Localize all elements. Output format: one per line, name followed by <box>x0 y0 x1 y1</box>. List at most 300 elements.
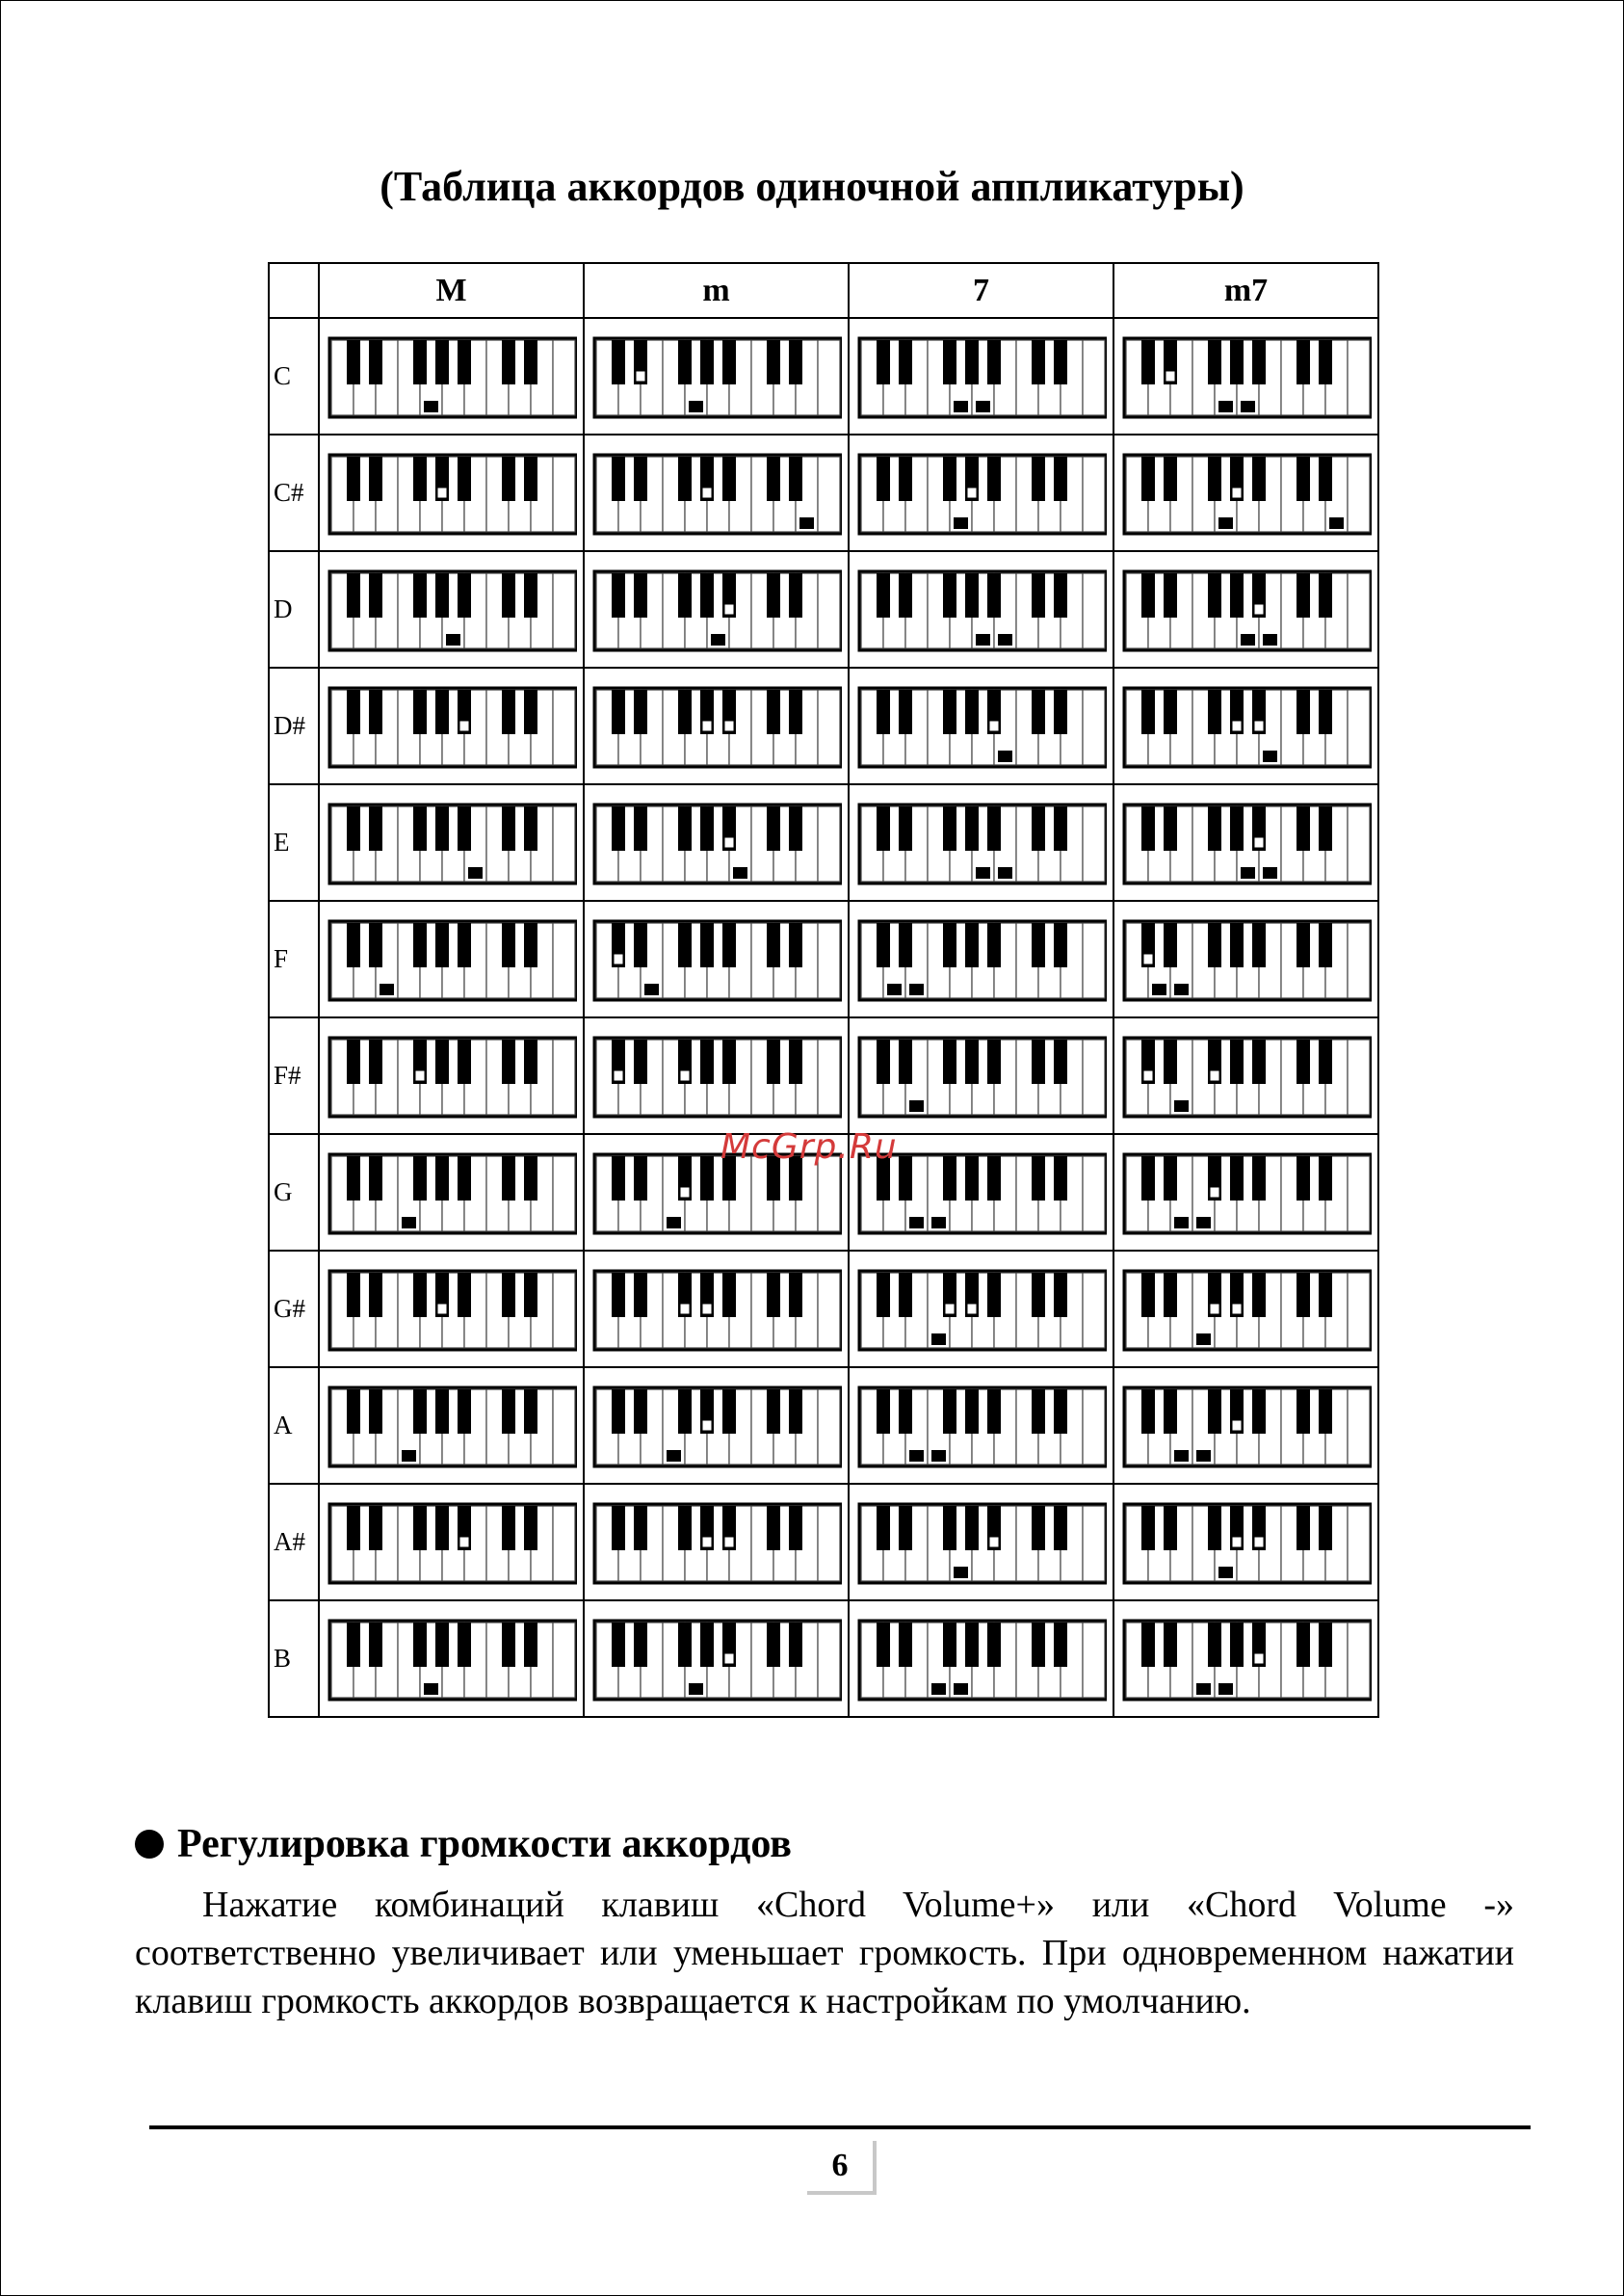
keyboard-diagram <box>856 566 1107 654</box>
black-key <box>634 1273 647 1317</box>
pressed-white-marker <box>1196 1333 1211 1345</box>
pressed-black-marker <box>1254 604 1264 615</box>
black-key <box>634 1156 647 1201</box>
row-label: A# <box>269 1484 319 1600</box>
white-key <box>818 1156 840 1231</box>
black-key <box>722 1389 736 1434</box>
black-key <box>524 457 537 501</box>
white-key <box>1348 340 1370 415</box>
table-header-row <box>269 263 1378 318</box>
black-key <box>877 1040 890 1084</box>
black-key <box>458 1623 471 1667</box>
black-key <box>1032 1623 1045 1667</box>
black-key <box>369 1389 382 1434</box>
white-key <box>1083 806 1105 882</box>
black-key <box>722 340 736 384</box>
pressed-white-marker <box>954 1567 968 1578</box>
keyboard-diagram <box>591 799 842 887</box>
black-key <box>987 340 1001 384</box>
black-key <box>877 1506 890 1550</box>
black-key <box>1252 1273 1266 1317</box>
black-key <box>347 1273 360 1317</box>
black-key <box>1032 340 1045 384</box>
black-key <box>1230 1623 1244 1667</box>
black-key <box>502 1389 515 1434</box>
pressed-white-marker <box>1152 984 1166 995</box>
black-key <box>435 340 449 384</box>
keyboard-diagram <box>1121 1032 1372 1121</box>
black-key <box>1252 1156 1266 1201</box>
watermark: McGrp.Ru <box>720 1127 898 1167</box>
black-key <box>369 340 382 384</box>
chord-cell-minor <box>584 318 849 435</box>
keyboard-diagram <box>591 566 842 654</box>
table-title: (Таблица аккордов одиночной аппликатуры) <box>380 163 1244 210</box>
keyboard-diagram <box>856 1032 1107 1121</box>
black-key <box>1141 1273 1155 1317</box>
table-row <box>269 1484 1378 1600</box>
white-key <box>1083 1156 1105 1231</box>
black-key <box>678 690 692 734</box>
black-key <box>1141 1389 1155 1434</box>
black-key <box>458 1273 471 1317</box>
chord-cell-minor-seventh <box>1113 1134 1378 1251</box>
black-key <box>1164 1273 1177 1317</box>
black-key <box>899 690 912 734</box>
white-key <box>553 340 575 415</box>
black-key <box>1252 457 1266 501</box>
black-key <box>369 573 382 618</box>
black-key <box>722 1273 736 1317</box>
white-key <box>553 923 575 998</box>
black-key <box>1297 1273 1310 1317</box>
keyboard-diagram <box>327 1148 577 1237</box>
section-heading <box>135 1821 792 1867</box>
pressed-white-marker <box>689 401 703 412</box>
white-key <box>1348 1040 1370 1115</box>
pressed-black-marker <box>1232 721 1242 731</box>
black-key <box>435 1389 449 1434</box>
black-key <box>965 1389 979 1434</box>
black-key <box>524 573 537 618</box>
black-key <box>458 340 471 384</box>
white-key <box>818 1273 840 1348</box>
footer-rule <box>149 2125 1531 2129</box>
pressed-white-marker <box>887 984 902 995</box>
chord-cell-minor <box>584 1251 849 1367</box>
black-key <box>700 1156 714 1201</box>
black-key <box>899 573 912 618</box>
pressed-black-marker <box>967 488 977 498</box>
chord-cell-major <box>319 1484 584 1600</box>
black-key <box>413 1506 427 1550</box>
white-key <box>818 806 840 882</box>
pressed-black-marker <box>1232 1537 1242 1547</box>
black-key <box>943 1156 956 1201</box>
black-key <box>1054 1273 1067 1317</box>
keyboard-diagram <box>591 449 842 538</box>
black-key <box>1230 806 1244 851</box>
pressed-white-marker <box>909 1100 924 1112</box>
black-key <box>1164 1623 1177 1667</box>
black-key <box>502 690 515 734</box>
keyboard-diagram <box>1121 1498 1372 1587</box>
black-key <box>965 690 979 734</box>
keyboard-diagram <box>327 1615 577 1703</box>
white-key <box>818 690 840 765</box>
chord-cell-major <box>319 318 584 435</box>
black-key <box>899 806 912 851</box>
black-key <box>899 923 912 967</box>
black-key <box>1230 1156 1244 1201</box>
pressed-black-marker <box>459 1537 469 1547</box>
black-key <box>1297 457 1310 501</box>
chord-cell-major <box>319 1600 584 1717</box>
black-key <box>1319 457 1332 501</box>
pressed-white-marker <box>733 867 747 879</box>
pressed-black-marker <box>1254 1537 1264 1547</box>
black-key <box>1164 923 1177 967</box>
black-key <box>435 690 449 734</box>
black-key <box>899 1506 912 1550</box>
black-key <box>413 457 427 501</box>
keyboard-diagram <box>1121 915 1372 1004</box>
table-row <box>269 668 1378 784</box>
black-key <box>1141 457 1155 501</box>
pressed-black-marker <box>614 1070 623 1081</box>
black-key <box>1141 806 1155 851</box>
white-key <box>1083 1273 1105 1348</box>
black-key <box>347 1389 360 1434</box>
black-key <box>1297 573 1310 618</box>
black-key <box>347 690 360 734</box>
black-key <box>612 1156 625 1201</box>
pressed-white-marker <box>954 401 968 412</box>
black-key <box>524 1506 537 1550</box>
keyboard-diagram <box>1121 682 1372 771</box>
black-key <box>1032 1506 1045 1550</box>
black-key <box>789 1623 802 1667</box>
pressed-black-marker <box>1210 1070 1219 1081</box>
black-key <box>524 340 537 384</box>
pressed-white-marker <box>976 867 990 879</box>
white-key <box>553 1623 575 1698</box>
black-key <box>987 806 1001 851</box>
chord-cell-minor-seventh <box>1113 435 1378 551</box>
chord-cell-minor-seventh <box>1113 784 1378 901</box>
white-key <box>1348 923 1370 998</box>
black-key <box>524 1623 537 1667</box>
black-key <box>502 1273 515 1317</box>
black-key <box>369 1506 382 1550</box>
black-key <box>1054 1156 1067 1201</box>
pressed-black-marker <box>1254 721 1264 731</box>
bullet-icon <box>135 1830 164 1859</box>
chord-cell-minor <box>584 901 849 1017</box>
black-key <box>612 1273 625 1317</box>
black-key <box>877 1623 890 1667</box>
keyboard-diagram <box>591 1615 842 1703</box>
row-label: G# <box>269 1251 319 1367</box>
white-key <box>1083 923 1105 998</box>
black-key <box>1319 1156 1332 1201</box>
white-key <box>553 573 575 648</box>
black-key <box>877 806 890 851</box>
table-row <box>269 551 1378 668</box>
black-key <box>524 806 537 851</box>
pressed-black-marker <box>945 1304 955 1314</box>
black-key <box>1319 1506 1332 1550</box>
black-key <box>700 806 714 851</box>
black-key <box>347 1506 360 1550</box>
black-key <box>612 1623 625 1667</box>
black-key <box>1032 1389 1045 1434</box>
chord-cell-minor <box>584 1484 849 1600</box>
black-key <box>1164 1040 1177 1084</box>
row-label: D <box>269 551 319 668</box>
white-key <box>818 1506 840 1581</box>
row-label: C# <box>269 435 319 551</box>
black-key <box>1319 1389 1332 1434</box>
black-key <box>1319 806 1332 851</box>
pressed-white-marker <box>1329 517 1344 529</box>
corner-cell <box>269 263 319 318</box>
black-key <box>458 573 471 618</box>
black-key <box>678 573 692 618</box>
chord-cell-major <box>319 668 584 784</box>
black-key <box>413 340 427 384</box>
pressed-white-marker <box>1218 517 1233 529</box>
pressed-white-marker <box>1174 1450 1189 1462</box>
black-key <box>524 923 537 967</box>
black-key <box>1032 923 1045 967</box>
black-key <box>347 806 360 851</box>
black-key <box>789 573 802 618</box>
black-key <box>458 457 471 501</box>
black-key <box>700 1040 714 1084</box>
black-key <box>1141 340 1155 384</box>
pressed-white-marker <box>711 634 725 646</box>
black-key <box>789 1273 802 1317</box>
keyboard-diagram <box>327 1265 577 1354</box>
black-key <box>965 340 979 384</box>
pressed-black-marker <box>1166 371 1175 382</box>
black-key <box>458 1389 471 1434</box>
black-key <box>767 1506 780 1550</box>
black-key <box>987 923 1001 967</box>
pressed-black-marker <box>1143 954 1153 964</box>
keyboard-diagram <box>327 915 577 1004</box>
black-key <box>1297 1623 1310 1667</box>
black-key <box>722 457 736 501</box>
black-key <box>789 1506 802 1550</box>
black-key <box>1141 573 1155 618</box>
black-key <box>789 457 802 501</box>
black-key <box>435 1040 449 1084</box>
black-key <box>987 1273 1001 1317</box>
white-key <box>1348 1273 1370 1348</box>
black-key <box>1141 690 1155 734</box>
black-key <box>1054 1506 1067 1550</box>
chord-cell-minor-seventh <box>1113 1367 1378 1484</box>
pressed-black-marker <box>437 1304 447 1314</box>
black-key <box>877 340 890 384</box>
keyboard-diagram <box>856 1265 1107 1354</box>
black-key <box>789 1389 802 1434</box>
keyboard-diagram <box>591 1382 842 1470</box>
black-key <box>369 1273 382 1317</box>
keyboard-diagram <box>856 799 1107 887</box>
black-key <box>1032 806 1045 851</box>
column-header-major: M <box>319 263 584 318</box>
black-key <box>612 573 625 618</box>
chord-cell-seventh <box>849 1600 1113 1717</box>
black-key <box>1208 1506 1221 1550</box>
chord-cell-seventh <box>849 901 1113 1017</box>
pressed-white-marker <box>424 1683 438 1695</box>
table-row <box>269 318 1378 435</box>
black-key <box>347 1040 360 1084</box>
black-key <box>678 923 692 967</box>
black-key <box>877 1389 890 1434</box>
black-key <box>1252 340 1266 384</box>
black-key <box>1054 340 1067 384</box>
black-key <box>1297 1156 1310 1201</box>
row-label: D# <box>269 668 319 784</box>
white-key <box>1348 1156 1370 1231</box>
pressed-white-marker <box>667 1450 681 1462</box>
black-key <box>413 1623 427 1667</box>
black-key <box>458 1040 471 1084</box>
pressed-white-marker <box>1174 1100 1189 1112</box>
keyboard-diagram <box>327 332 577 421</box>
black-key <box>612 1506 625 1550</box>
pressed-white-marker <box>1241 867 1255 879</box>
pressed-black-marker <box>1232 488 1242 498</box>
black-key <box>899 1623 912 1667</box>
pressed-black-marker <box>967 1304 977 1314</box>
pressed-white-marker <box>909 984 924 995</box>
keyboard-diagram <box>327 566 577 654</box>
black-key <box>634 923 647 967</box>
black-key <box>987 1623 1001 1667</box>
black-key <box>502 1623 515 1667</box>
black-key <box>612 457 625 501</box>
black-key <box>965 1623 979 1667</box>
black-key <box>634 1623 647 1667</box>
black-key <box>1208 457 1221 501</box>
keyboard-diagram <box>591 1265 842 1354</box>
black-key <box>700 340 714 384</box>
pressed-black-marker <box>702 488 712 498</box>
black-key <box>965 573 979 618</box>
black-key <box>789 340 802 384</box>
black-key <box>1319 1623 1332 1667</box>
black-key <box>767 573 780 618</box>
black-key <box>943 1040 956 1084</box>
pressed-black-marker <box>415 1070 425 1081</box>
black-key <box>524 1156 537 1201</box>
black-key <box>943 923 956 967</box>
chord-cell-minor <box>584 1367 849 1484</box>
keyboard-diagram <box>856 1615 1107 1703</box>
pressed-black-marker <box>724 604 734 615</box>
black-key <box>767 1040 780 1084</box>
white-key <box>1348 573 1370 648</box>
black-key <box>678 1623 692 1667</box>
black-key <box>369 923 382 967</box>
black-key <box>987 1040 1001 1084</box>
chord-cell-minor-seventh <box>1113 668 1378 784</box>
black-key <box>899 1389 912 1434</box>
pressed-white-marker <box>1218 1683 1233 1695</box>
black-key <box>1252 923 1266 967</box>
white-key <box>1083 1506 1105 1581</box>
table-row <box>269 435 1378 551</box>
black-key <box>767 1389 780 1434</box>
black-key <box>943 573 956 618</box>
black-key <box>1032 1273 1045 1317</box>
black-key <box>435 806 449 851</box>
black-key <box>612 340 625 384</box>
pressed-black-marker <box>724 837 734 848</box>
white-key <box>818 1040 840 1115</box>
black-key <box>1208 1389 1221 1434</box>
row-label: F <box>269 901 319 1017</box>
pressed-white-marker <box>931 1683 946 1695</box>
black-key <box>899 457 912 501</box>
pressed-white-marker <box>998 634 1012 646</box>
keyboard-diagram <box>856 449 1107 538</box>
black-key <box>347 457 360 501</box>
pressed-black-marker <box>1143 1070 1153 1081</box>
chord-cell-minor-seventh <box>1113 318 1378 435</box>
keyboard-diagram <box>1121 1615 1372 1703</box>
black-key <box>789 806 802 851</box>
pressed-black-marker <box>636 371 645 382</box>
pressed-black-marker <box>702 1420 712 1431</box>
column-header-minor-seventh: m7 <box>1113 263 1378 318</box>
black-key <box>1054 1040 1067 1084</box>
table-row <box>269 1367 1378 1484</box>
pressed-white-marker <box>1196 1450 1211 1462</box>
black-key <box>987 1156 1001 1201</box>
black-key <box>1319 923 1332 967</box>
row-label: A <box>269 1367 319 1484</box>
white-key <box>1083 1040 1105 1115</box>
black-key <box>1054 573 1067 618</box>
black-key <box>965 1506 979 1550</box>
pressed-white-marker <box>468 867 483 879</box>
black-key <box>1319 573 1332 618</box>
keyboard-diagram <box>327 1382 577 1470</box>
white-key <box>553 1506 575 1581</box>
white-key <box>553 1273 575 1348</box>
black-key <box>634 1389 647 1434</box>
pressed-black-marker <box>614 954 623 964</box>
keyboard-diagram <box>1121 1265 1372 1354</box>
keyboard-diagram <box>1121 332 1372 421</box>
black-key <box>1230 923 1244 967</box>
keyboard-diagram <box>591 332 842 421</box>
pressed-black-marker <box>702 1537 712 1547</box>
black-key <box>1164 1389 1177 1434</box>
black-key <box>877 1273 890 1317</box>
black-key <box>767 806 780 851</box>
pressed-white-marker <box>1174 1217 1189 1228</box>
black-key <box>369 1623 382 1667</box>
black-key <box>700 573 714 618</box>
